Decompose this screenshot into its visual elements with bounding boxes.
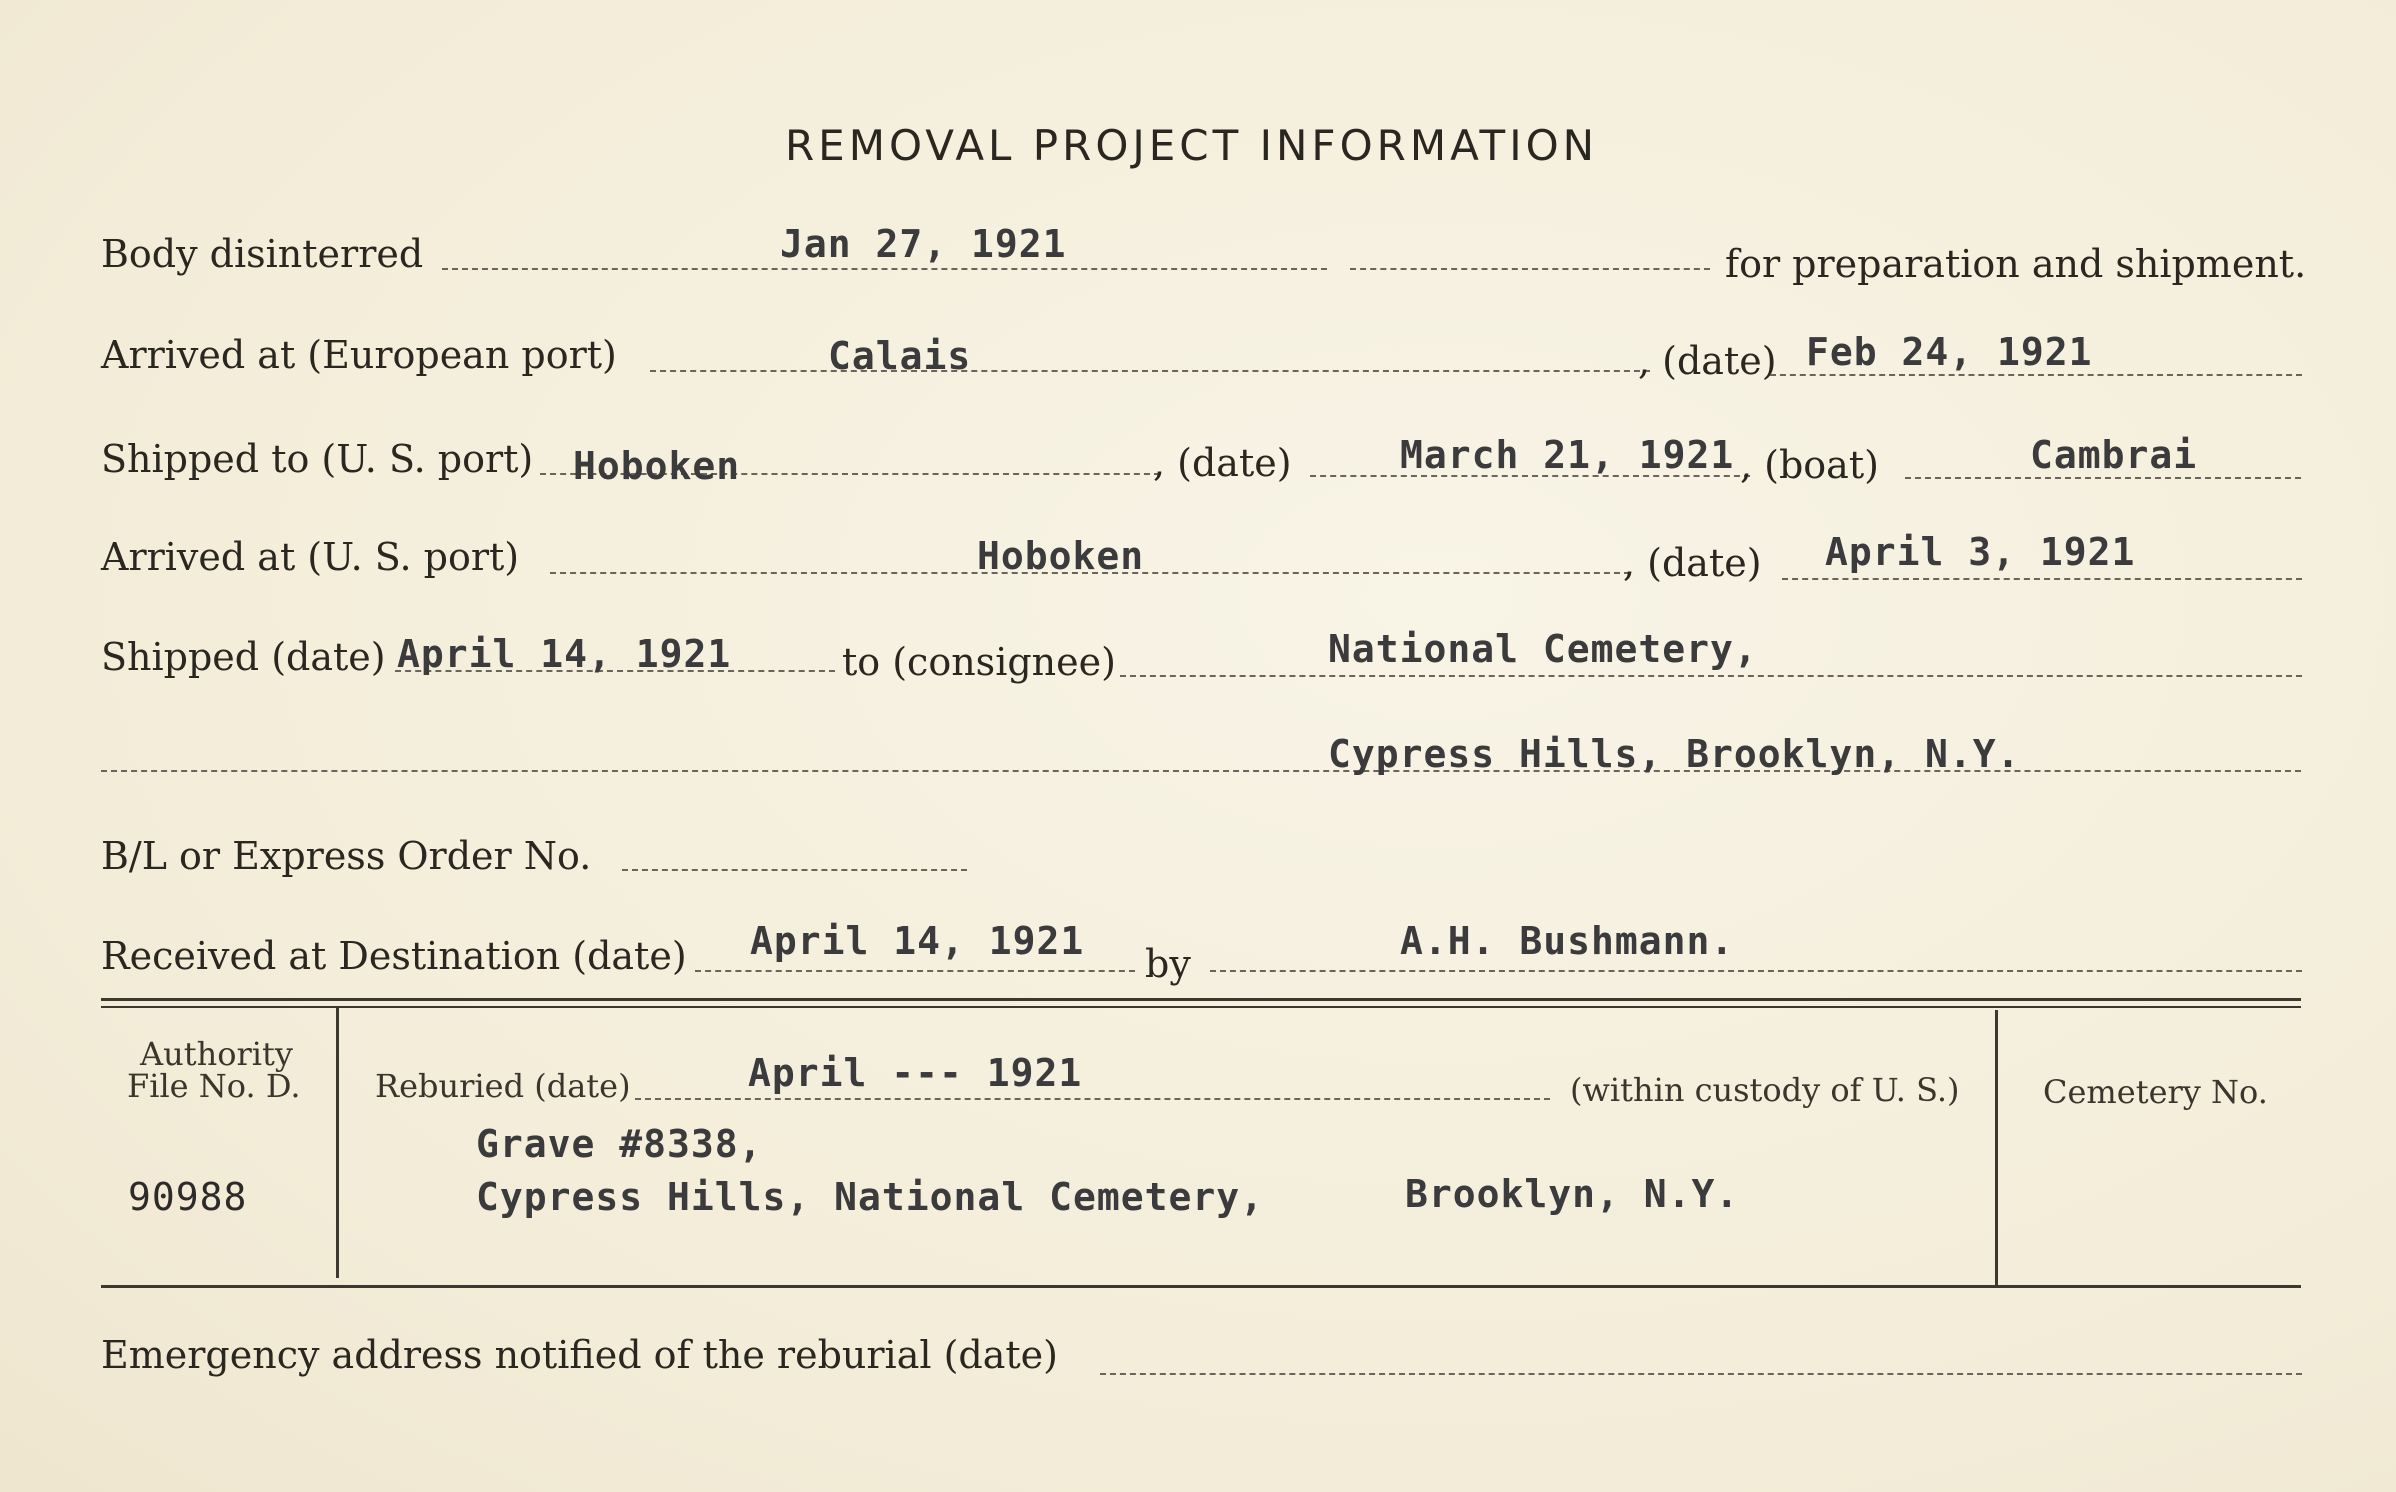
box-divider-right [1995,1010,1998,1285]
box-top-rule-1 [101,998,2301,1001]
received-date: April 14, 1921 [750,919,1085,963]
arrived-us-date-label: , (date) [1623,541,1762,585]
received-label: Received at Destination (date) [101,934,687,978]
custody-note: (within custody of U. S.) [1570,1071,1960,1109]
arrived-europe-label: Arrived at (European port) [101,333,617,377]
authority-label-1: Authority [140,1035,293,1073]
received-line [695,970,1135,972]
received-by-line [1210,970,2302,972]
consignee-label: to (consignee) [842,640,1116,684]
shipped-us-boat-label: , (boat) [1740,443,1879,487]
arrived-europe-date-line [1770,374,2302,376]
disinterred-line-2 [1350,268,1710,270]
shipped-us-label: Shipped to (U. S. port) [101,437,534,481]
box-divider-left [336,1006,339,1278]
cemetery-no-label: Cemetery No. [2043,1073,2268,1111]
emergency-line [1100,1373,2302,1375]
arrived-europe-date: Feb 24, 1921 [1806,330,2093,374]
reburial-location: Cypress Hills, National Cemetery, [476,1175,1264,1219]
bl-label: B/L or Express Order No. [101,834,592,878]
shipped-date-label: Shipped (date) [101,635,386,679]
consignee-line-1: National Cemetery, [1328,627,1758,671]
box-top-rule-2 [101,1006,2301,1008]
shipped-us-port: Hoboken [573,444,741,488]
shipped-date: April 14, 1921 [397,632,732,676]
arrived-europe-line [650,370,1650,372]
shipped-us-boat-line [1905,477,2301,479]
consignee-line [1120,675,2302,677]
emergency-label: Emergency address notified of the reburial (date) [101,1333,1058,1377]
box-bottom-rule [101,1285,2301,1288]
disinterred-line [442,268,1327,270]
received-by: A.H. Bushmann. [1400,919,1735,963]
shipped-us-date-label: , (date) [1153,441,1292,485]
reburied-line [635,1098,1550,1100]
disinterred-suffix: for preparation and shipment. [1725,242,2307,286]
received-by-label: by [1145,942,1191,986]
arrived-us-date: April 3, 1921 [1825,530,2136,574]
arrived-us-label: Arrived at (U. S. port) [101,535,520,579]
reburied-date: April --- 1921 [748,1051,1083,1095]
reburied-label: Reburied (date) [375,1067,631,1105]
shipped-us-boat: Cambrai [2030,433,2198,477]
shipped-us-date: March 21, 1921 [1400,433,1735,477]
arrived-us-date-line [1782,578,2302,580]
file-number: 90988 [128,1175,248,1219]
arrived-us-port: Hoboken [977,534,1145,578]
disinterred-date: Jan 27, 1921 [780,222,1067,266]
bl-line [622,869,967,871]
grave-number: Grave #8338, [476,1122,763,1166]
arrived-europe-port: Calais [828,334,972,378]
authority-label-2: File No. D. [127,1067,301,1105]
card-title: REMOVAL PROJECT INFORMATION [785,121,1599,170]
disinterred-label: Body disinterred [101,232,424,276]
arrived-europe-date-label: , (date) [1638,339,1777,383]
consignee-line-2: Cypress Hills, Brooklyn, N.Y. [1328,732,2021,776]
reburial-city: Brooklyn, N.Y. [1405,1172,1740,1216]
